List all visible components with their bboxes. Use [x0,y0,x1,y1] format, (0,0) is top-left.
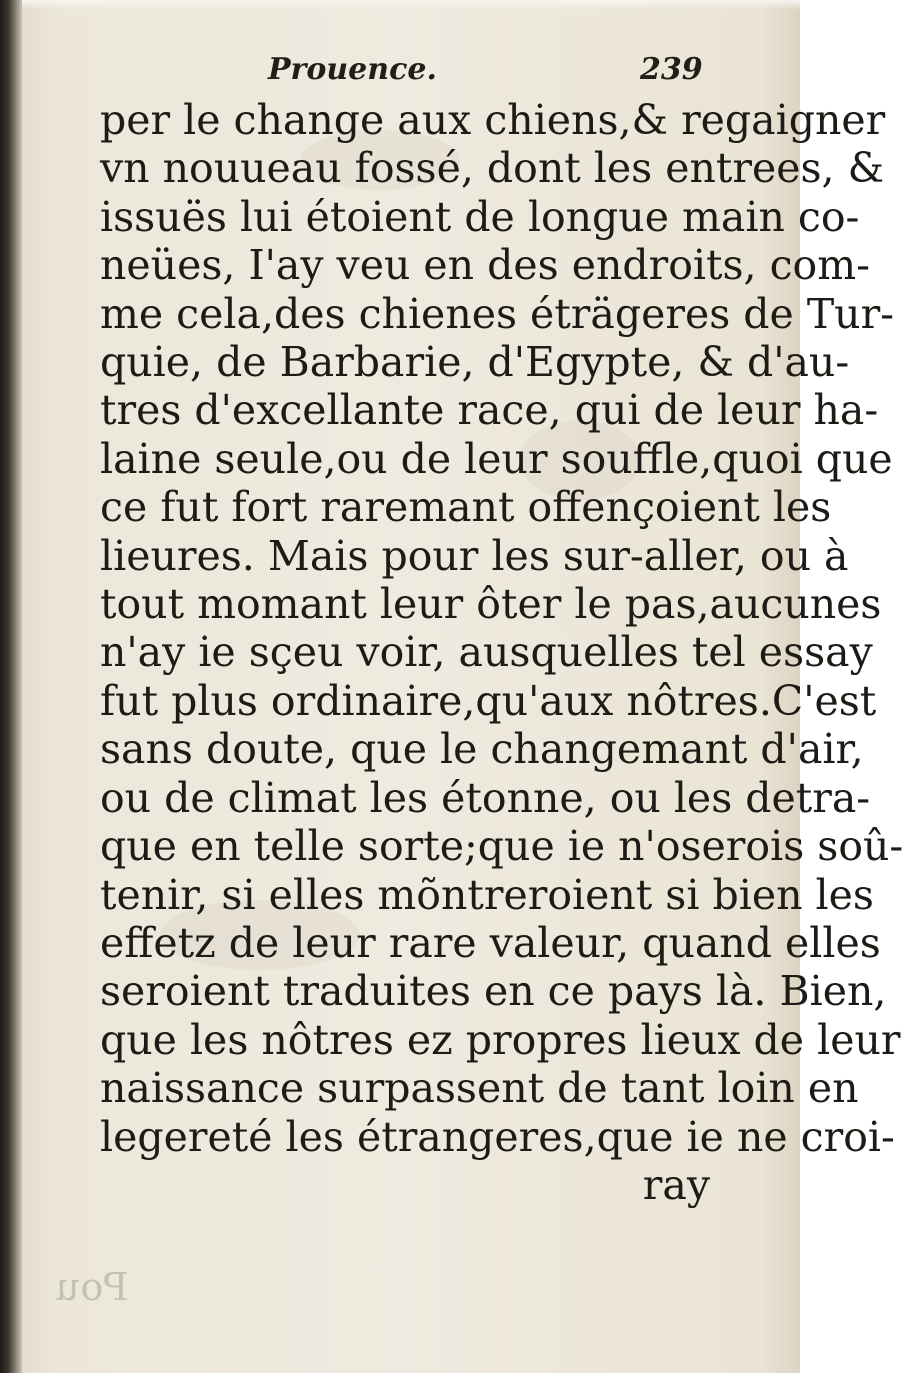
page-number: 239 [640,52,703,87]
text-line: tout momant leur ôter le pas,aucunes [100,580,882,629]
text-line: fut plus ordinaire,qu'aux nôtres.C'est [100,676,877,725]
text-line: que en telle sorte;que ie n'oserois soû- [100,822,903,871]
text-line: lieures. Mais pour les sur-aller, ou à [100,531,849,580]
text-line: effetz de leur rare valeur, quand elles [100,918,881,967]
text-line: laine seule,ou de leur souffle,quoi que [100,434,893,483]
text-line: quie, de Barbarie, d'Egypte, & d'au- [100,338,850,387]
running-head: Prouence. [268,52,437,87]
gutter-shadow [0,0,22,1373]
body-text [100,96,903,1209]
text-line: naissance surpassent de tant loin en [100,1064,859,1113]
text-line: me cela,des chienes éträgeres de Tur- [100,289,895,338]
catchword: ray [642,1160,710,1209]
text-line: issuës lui étoient de longue main co- [100,192,860,241]
text-line: ce fut fort raremant offençoient les [100,483,832,532]
text-line: tenir, si elles mõntreroient si bien les [100,870,874,919]
text-line: n'ay ie sçeu voir, ausquelles tel essay [100,628,873,677]
text-line: sans doute, que le changemant d'air, [100,725,864,774]
text-line: legereté les étrangeres,que ie ne croi- [100,1112,895,1161]
text-line: ou de climat les étonne, ou les detra- [100,773,871,822]
text-line: neües, I'ay veu en des endroits, com- [100,241,870,290]
text-line: per le change aux chiens,& regaigner [100,96,886,144]
text-line: vn nouueau fossé, dont les entrees, & [100,144,885,193]
text-line: seroient traduites en ce pays là. Bien, [100,967,887,1016]
text-line: que les nôtres ez propres lieux de leur [100,1015,901,1064]
page-top-edge [22,0,800,10]
text-line: tres d'excellante race, qui de leur ha- [100,386,879,435]
bleed-through-text: Pou [54,1265,129,1309]
page-header [0,52,800,102]
